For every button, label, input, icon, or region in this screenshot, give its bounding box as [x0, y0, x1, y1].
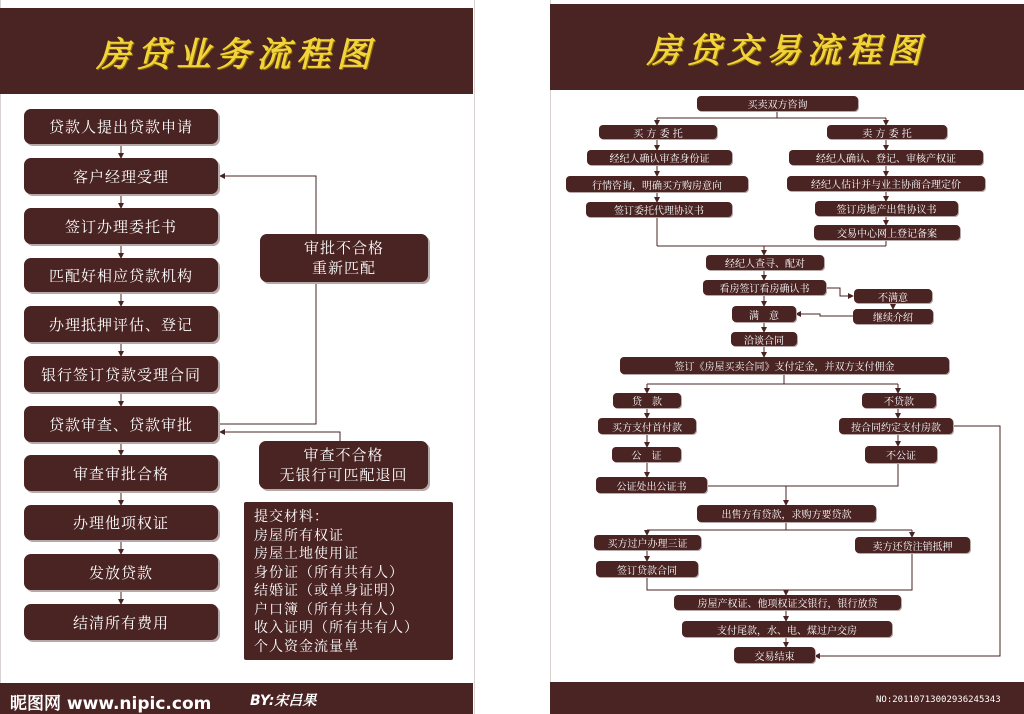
node-end: 交易结束 [734, 647, 815, 663]
node-seller-verify: 经纪人确认、登记、审核产权证 [789, 150, 983, 165]
node-viewing: 看房签订看房确认书 [703, 280, 826, 295]
node-broker-search: 经纪人查寻、配对 [706, 255, 824, 270]
node-notary-cert: 公证处出公证书 [596, 477, 707, 493]
node-seller-online-register: 交易中心网上登记备案 [814, 225, 960, 240]
node-buyer-consult: 行情咨询，明确买方购房意向 [566, 176, 748, 192]
node-satisfied: 满 意 [732, 306, 796, 322]
node-bank-release: 房屋产权证、他项权证交银行，银行放贷 [674, 595, 901, 610]
material-item: 个人资金流量单 [254, 638, 359, 655]
node-buyer-agency-agreement: 签订委托代理协议书 [586, 202, 732, 217]
node-down-payment: 买方支付首付款 [598, 418, 696, 434]
node-final-payment: 支付尾款，水、电、煤过户交房 [682, 621, 892, 637]
node-buyer-transfer: 买方过户办理三证 [594, 535, 701, 550]
step-settle-fees: 结清所有费用 [24, 604, 218, 640]
node-buyer-commission: 买 方 委 托 [599, 125, 717, 139]
node-no-loan: 不贷款 [862, 393, 936, 408]
reject-rematch-line2: 重新匹配 [311, 259, 376, 277]
material-item: 户口簿（所有共有人） [254, 601, 404, 618]
reject-return-box [259, 441, 428, 489]
reject-return-line2: 无银行可匹配退回 [279, 466, 408, 484]
materials-title: 提交材料： [254, 509, 329, 525]
node-start: 买卖双方咨询 [697, 96, 858, 111]
materials-box [244, 502, 453, 660]
step-bank-contract: 银行签订贷款受理合同 [24, 356, 218, 392]
step-disburse-loan: 发放贷款 [24, 554, 218, 590]
author-signature: BY:宋吕果 [250, 693, 317, 709]
node-sign-loan: 签订贷款合同 [596, 561, 698, 577]
watermark-text: 昵图网 www.nipic.com [10, 694, 212, 714]
node-seller-sale-agreement: 签订房地产出售协议书 [815, 201, 958, 216]
node-loan: 贷 款 [613, 393, 681, 408]
material-item: 身份证（所有共有人） [254, 564, 404, 581]
node-continue: 继续介绍 [853, 309, 933, 324]
reject-rematch-box [260, 234, 428, 282]
right-title: 房贷交易流程图 [647, 30, 927, 71]
step-manager-accept: 客户经理受理 [24, 158, 218, 194]
reject-rematch-line1: 审批不合格 [303, 239, 384, 257]
material-item: 结婚证（或单身证明） [254, 583, 404, 599]
step-sign-commission: 签订办理委托书 [24, 208, 218, 244]
step-match-lender: 匹配好相应贷款机构 [24, 258, 218, 292]
node-seller-commission: 卖 方 委 托 [827, 125, 947, 139]
left-title: 房贷业务流程图 [96, 34, 377, 75]
node-seller-repay: 卖方还贷注销抵押 [855, 537, 970, 553]
material-item: 房屋土地使用证 [254, 546, 359, 562]
node-seller-has-loan: 出售方有贷款，求购方要贷款 [697, 505, 876, 522]
step-other-rights-cert: 办理他项权证 [24, 505, 218, 540]
step-mortgage-appraisal: 办理抵押评估、登记 [24, 306, 218, 342]
image-number: NO:20110713002936245343 [876, 695, 1001, 705]
step-loan-review: 贷款审查、贷款审批 [24, 406, 218, 442]
material-item: 收入证明（所有共有人） [254, 620, 419, 636]
node-no-notary: 不公证 [865, 446, 937, 463]
step-loan-application: 贷款人提出贷款申请 [24, 109, 218, 144]
node-sign-contract: 签订《房屋买卖合同》支付定金，并双方支付佣金 [620, 357, 949, 374]
step-review-passed: 审查审批合格 [24, 455, 218, 491]
node-notary: 公 证 [612, 447, 681, 462]
material-item: 房屋所有权证 [254, 527, 344, 544]
node-seller-pricing: 经纪人估计并与业主协商合理定价 [787, 176, 985, 191]
node-unsatisfied: 不满意 [854, 289, 932, 303]
reject-return-line1: 审查不合格 [303, 446, 384, 464]
node-pay-by-contract: 按合同约定支付房款 [839, 418, 953, 434]
node-negotiate: 洽谈合同 [731, 332, 797, 346]
node-buyer-id-check: 经纪人确认审查身份证 [587, 150, 732, 165]
